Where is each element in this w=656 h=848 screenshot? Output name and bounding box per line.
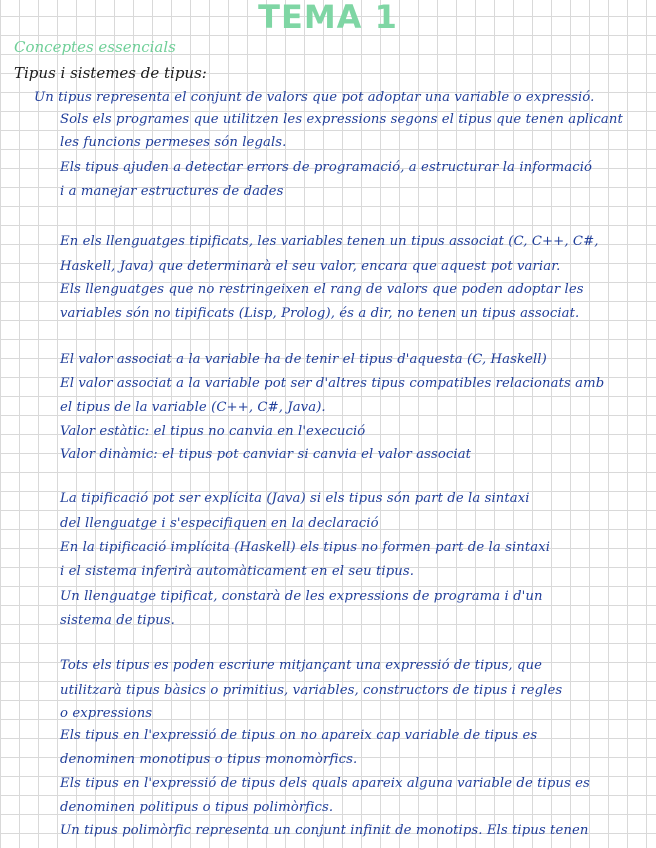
text-line: utilitzarà tipus bàsics o primitius, variables, constructors de tipus i regles bbox=[60, 683, 563, 698]
text-line: Els tipus ajuden a detectar errors de programació, a estructurar la informació bbox=[60, 160, 593, 175]
text-line: variables són no tipificats (Lisp, Prolog), és a dir, no tenen un tipus associat. bbox=[60, 306, 580, 321]
text-line: El valor associat a la variable pot ser d'altres tipus compatibles relacionats amb bbox=[60, 376, 605, 391]
text-line: Tots els tipus es poden escriure mitjançant una expressió de tipus, que bbox=[60, 658, 543, 673]
text-line: Els tipus en l'expressió de tipus dels quals apareix alguna variable de tipus es bbox=[60, 776, 590, 791]
text-line: Els tipus en l'expressió de tipus on no apareix cap variable de tipus es bbox=[60, 728, 538, 743]
text-line: les funcions permeses són legals. bbox=[60, 135, 287, 150]
text-line: En la tipificació implícita (Haskell) els tipus no formen part de la sintaxi bbox=[60, 540, 551, 555]
text-line: Valor dinàmic: el tipus pot canviar si canvia el valor associat bbox=[60, 447, 472, 462]
text-line: sistema de tipus. bbox=[60, 613, 175, 628]
text-line: del llenguatge i s'especifiquen en la declaració bbox=[60, 516, 379, 531]
text-line: Un tipus representa el conjunt de valors que pot adoptar una variable o expressió. bbox=[34, 90, 595, 105]
text-line: denominen monotipus o tipus monomòrfics. bbox=[60, 752, 358, 767]
text-line: Haskell, Java) que determinarà el seu valor, encara que aquest pot variar. bbox=[60, 259, 561, 274]
text-line: i el sistema inferirà automàticament en el seu tipus. bbox=[60, 564, 415, 579]
text-line: denominen politipus o tipus polimòrfics. bbox=[60, 800, 334, 815]
text-line: Sols els programes que utilitzen les expressions segons el tipus que tenen aplicant bbox=[60, 112, 623, 127]
text-line: Els llenguatges que no restringeixen el rang de valors que poden adoptar les bbox=[60, 282, 584, 297]
section-heading: Tipus i sistemes de tipus: bbox=[14, 64, 207, 82]
text-line: i a manejar estructures de dades bbox=[60, 184, 284, 199]
text-line: En els llenguatges tipificats, les variables tenen un tipus associat (C, C++, C#, bbox=[60, 234, 599, 249]
text-line: Un llenguatge tipificat, constarà de les expressions de programa i d'un bbox=[60, 589, 543, 604]
text-line: El valor associat a la variable ha de tenir el tipus d'aquesta (C, Haskell) bbox=[60, 352, 547, 367]
text-line: La tipificació pot ser explícita (Java) si els tipus són part de la sintaxi bbox=[60, 491, 530, 506]
text-line: Un tipus polimòrfic representa un conjunt infinit de monotips. Els tipus tenen bbox=[60, 823, 589, 838]
text-line: o expressions bbox=[60, 706, 153, 721]
page-title: TEMA 1 bbox=[258, 0, 398, 36]
section-subtitle: Conceptes essencials bbox=[14, 38, 176, 56]
text-line: Valor estàtic: el tipus no canvia en l'execució bbox=[60, 424, 366, 439]
text-line: el tipus de la variable (C++, C#, Java). bbox=[60, 400, 326, 415]
